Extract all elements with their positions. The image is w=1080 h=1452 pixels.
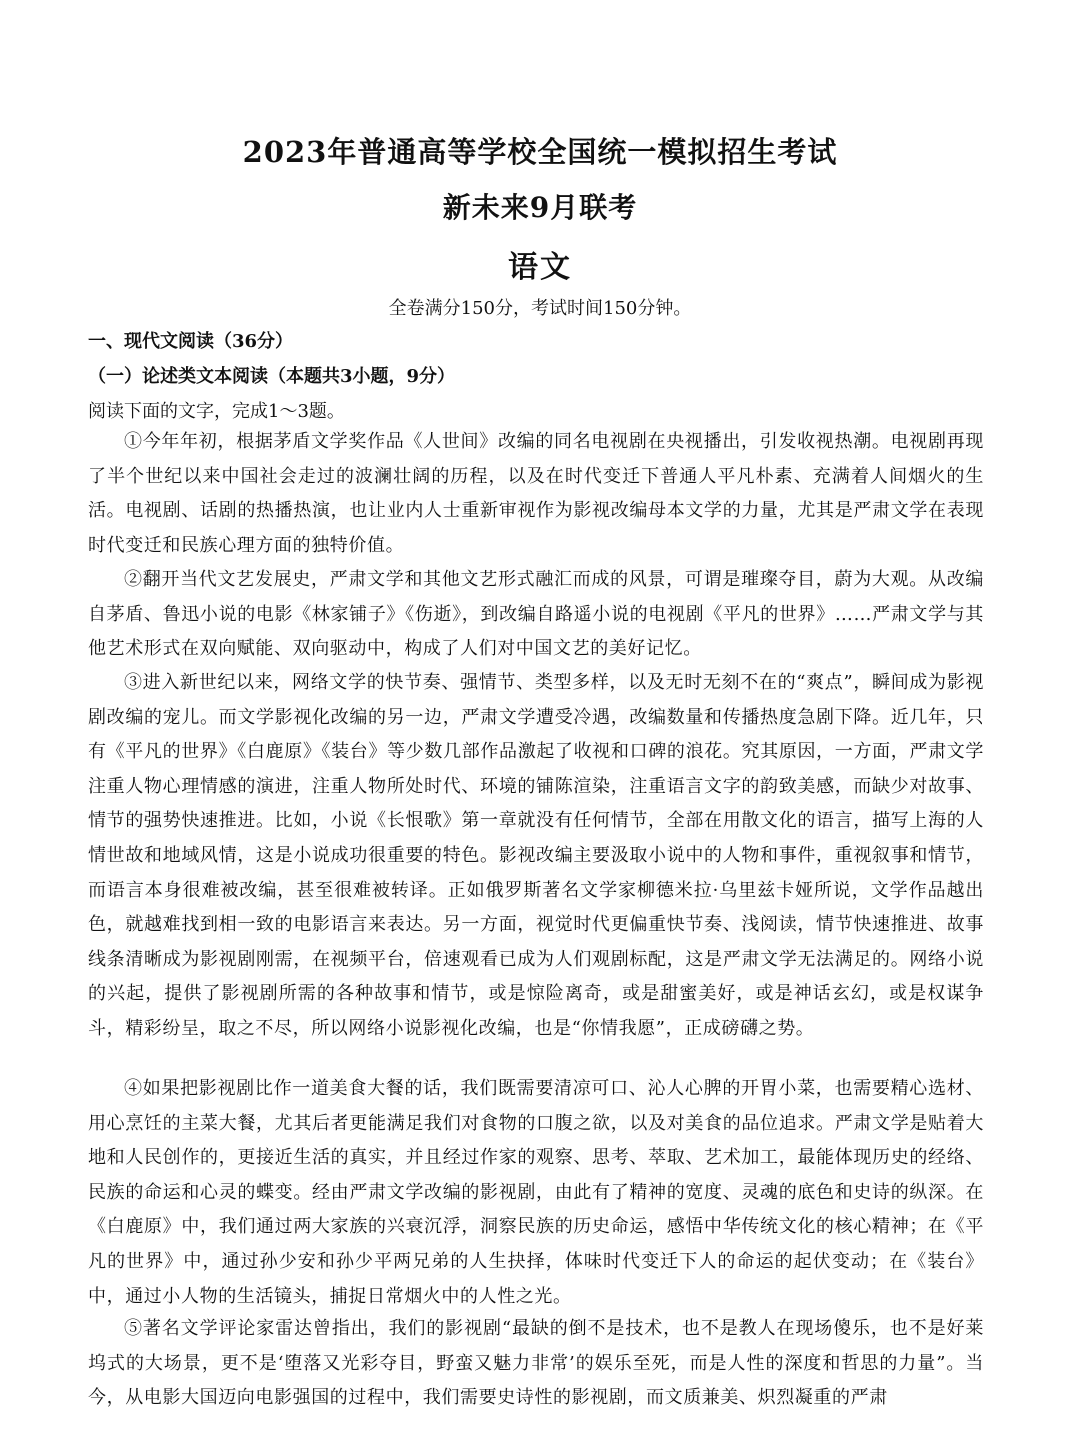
exam-subtitle: 新未来9月联考 [442, 191, 638, 224]
paragraph-5: ⑤著名文学评论家雷达曾指出，我们的影视剧“最缺的倒不是技术，也不是教人在现场傻乐，也不是好莱坞式的大场景，更不是‘堕落又光彩夺目，野蛮又魅力非常’的娱乐至死，而是人性的深度和哲思的力量”。当今，从电影大国迈向电影强国的过程中，我们需要史诗性的影视剧，而文质兼美、炽烈凝重的严肃 [88, 1318, 984, 1409]
paragraph-3: ③进入新世纪以来，网络文学的快节奏、强情节、类型多样，以及无时无刻不在的“爽点”，瞬间成为影视剧改编的宠儿。而文学影视化改编的另一边，严肃文学遭受冷遇，改编数量和传播热度急剧下降。近几年，只有《平凡的世界》《白鹿原》《装台》等少数几部作品激起了收视和口碑的浪花。究其原因，一方面，严肃文学注重人物心理情感的演进，注重人物所处时代、环境的铺陈渲染，注重语言文字的韵致美感，而缺少对故事、情节的强势快速推进。比如，小说《长恨歌》第一章就没有任何情节，全部在用散文化的语言，描写上海的人情世故和地域风情，这是小说成功很重要的特色。影视改编主要汲取小说中的人物和事件，重视叙事和情节，而语言本身很难被改编，甚至很难被转译。正如俄罗斯著名文学家柳德米拉·乌里兹卡娅所说，文学作品越出色，就越难找到相一致的电影语言来表达。另一方面，视觉时代更偏重快节奏、浅阅读，情节快速推进、故事线条清晰成为影视剧刚需，在视频平台，倍速观看已成为人们观剧标配，这是严肃文学无法满足的。网络小说的兴起，提供了影视剧所需的各种故事和情节，或是惊险离奇，或是甜蜜美好，或是神话玄幻，或是权谋争斗，精彩纷呈，取之不尽，所以网络小说影视化改编，也是“你情我愿”，正成磅礴之势。 [88, 672, 984, 1039]
section-heading: 一、现代文阅读（36分） [88, 331, 294, 352]
reading-instruction: 阅读下面的文字，完成1～3题。 [88, 401, 345, 422]
section-subheading: （一）论述类文本阅读（本题共3小题，9分） [88, 366, 456, 387]
paragraph-4: ④如果把影视剧比作一道美食大餐的话，我们既需要清凉可口、沁人心脾的开胃小菜，也需要精心选材、用心烹饪的主菜大餐，尤其后者更能满足我们对食物的口腹之欲，以及对美食的品位追求。严肃文学是贴着大地和人民创作的，更接近生活的真实，并且经过作家的观察、思考、萃取、艺术加工，最能体现历史的经络、民族的命运和心灵的蝶变。经由严肃文学改编的影视剧，由此有了精神的宽度、灵魂的底色和史诗的纵深。在《白鹿原》中，我们通过两大家族的兴衰沉浮，洞察民族的历史命运，感悟中华传统文化的核心精神；在《平凡的世界》中，通过孙少安和孙少平两兄弟的人生抉择，体味时代变迁下人的命运的起伏变动；在《装台》中，通过小人物的生活镜头，捕捉日常烟火中的人性之光。 [88, 1078, 984, 1307]
subject-title: 语文 [508, 250, 572, 285]
paragraph-1: ①今年年初，根据茅盾文学奖作品《人世间》改编的同名电视剧在央视播出，引发收视热潮。电视剧再现了半个世纪以来中国社会走过的波澜壮阔的历程，以及在时代变迁下普通人平凡朴素、充满着人间烟火的生活。电视剧、话剧的热播热演，也让业内人士重新审视作为影视改编母本文学的力量，尤其是严肃文学在表现时代变迁和民族心理方面的独特价值。 [88, 431, 984, 556]
exam-title: 2023年普通高等学校全国统一模拟招生考试 [242, 135, 838, 169]
exam-info: 全卷满分150分，考试时间150分钟。 [388, 298, 692, 319]
paragraph-2: ②翻开当代文艺发展史，严肃文学和其他文艺形式融汇而成的风景，可谓是璀璨夺目，蔚为大观。从改编自茅盾、鲁迅小说的电影《林家铺子》《伤逝》，到改编自路遥小说的电视剧《平凡的世界》……严肃文学与其他艺术形式在双向赋能、双向驱动中，构成了人们对中国文艺的美好记忆。 [88, 569, 984, 660]
